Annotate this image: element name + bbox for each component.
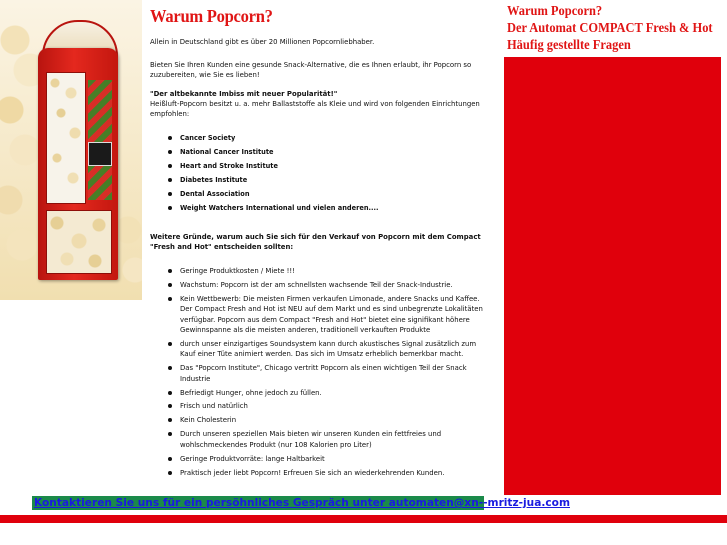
- list-item: Frisch und natürlich: [166, 401, 484, 411]
- list-item: Kein Cholesterin: [166, 415, 484, 425]
- nav-link-why-popcorn[interactable]: Warum Popcorn?: [507, 3, 603, 18]
- offer-paragraph: Bieten Sie Ihren Kunden eine gesunde Snack-Alternative, die es Ihnen erlaubt, ihr Popcorn so zuzubereiten, wie Sie es lieben!: [150, 61, 472, 80]
- contact-email-link[interactable]: Kontaktieren Sie uns für ein persöhnliches Gespräch unter automaten@xn--mritz-jua.com: [34, 497, 570, 509]
- list-item: Dental Association: [166, 189, 486, 199]
- institution-list: [166, 133, 486, 217]
- recommendation-paragraph: Heißluft-Popcorn besitzt u. a. mehr Ballaststoffe als Kleie und wird von folgenden Einrichtungen empfohlen:: [150, 100, 480, 119]
- list-item: Geringe Produktvorräte: lange Haltbarkeit: [166, 454, 484, 464]
- intro-paragraph: Allein in Deutschland gibt es über 20 Millionen Popcornliebhaber.: [150, 38, 375, 46]
- sidebar-red-panel: [504, 57, 721, 495]
- machine-window: [46, 72, 86, 204]
- tagline: "Der altbekannte Imbiss mit neuer Popularität!": [150, 90, 338, 98]
- page-title: Warum Popcorn?: [150, 6, 273, 26]
- list-item: Cancer Society: [166, 133, 486, 143]
- bottom-divider: [0, 515, 727, 523]
- list-item: durch unser einzigartiges Soundsystem kann durch akustisches Signal zusätzlich zum Kauf einer Tüte animiert werden. Das sich im Umsatz erheblich bemerkbar macht.: [166, 339, 484, 360]
- list-item: Weight Watchers International und vielen anderen....: [166, 203, 486, 213]
- list-item: Durch unseren speziellen Mais bieten wir unseren Kunden ein fettfreies und wohlschmeckendes Produkt (nur 108 Kalorien pro Liter): [166, 429, 484, 450]
- nav-link-faq[interactable]: Häufig gestellte Fragen: [507, 37, 631, 52]
- list-item: Befriedigt Hunger, ohne jedoch zu füllen.: [166, 388, 484, 398]
- list-item: Diabetes Institute: [166, 175, 486, 185]
- machine-coin-slot: [88, 142, 112, 166]
- list-item: Heart and Stroke Institute: [166, 161, 486, 171]
- list-item: Geringe Produktkosten / Miete !!!: [166, 266, 484, 276]
- list-item: Das "Popcorn Institute", Chicago vertritt Popcorn als einen wichtigen Teil der Snack Industrie: [166, 363, 484, 384]
- list-item: Kein Wettbewerb: Die meisten Firmen verkaufen Limonade, andere Snacks und Kaffee. Der Compact Fresh and Hot ist NEU auf dem Markt und es sind unbegrenzte Lokalitäten verfügbar. Popcorn aus dem Compact "Fresh and Hot" bietet eine signifikant höhere Gewinnspanne als die meisten anderen, traditionell verkauften Produkte: [166, 294, 484, 336]
- reasons-heading: Weitere Gründe, warum auch Sie sich für den Verkauf von Popcorn mit dem Compact "Fresh and Hot" entscheiden sollten:: [150, 233, 481, 252]
- list-item: National Cancer Institute: [166, 147, 486, 157]
- machine-base: [46, 210, 112, 274]
- nav-link-compact-machine[interactable]: Der Automat COMPACT Fresh & Hot: [507, 20, 713, 35]
- popcorn-machine-image: [0, 0, 142, 300]
- list-item: Wachstum: Popcorn ist der am schnellsten wachsende Teil der Snack-Industrie.: [166, 280, 484, 290]
- machine-decor-panel: [88, 80, 112, 200]
- list-item: Praktisch jeder liebt Popcorn! Erfreuen Sie sich an wiederkehrenden Kunden.: [166, 468, 484, 478]
- reasons-list: [166, 266, 484, 481]
